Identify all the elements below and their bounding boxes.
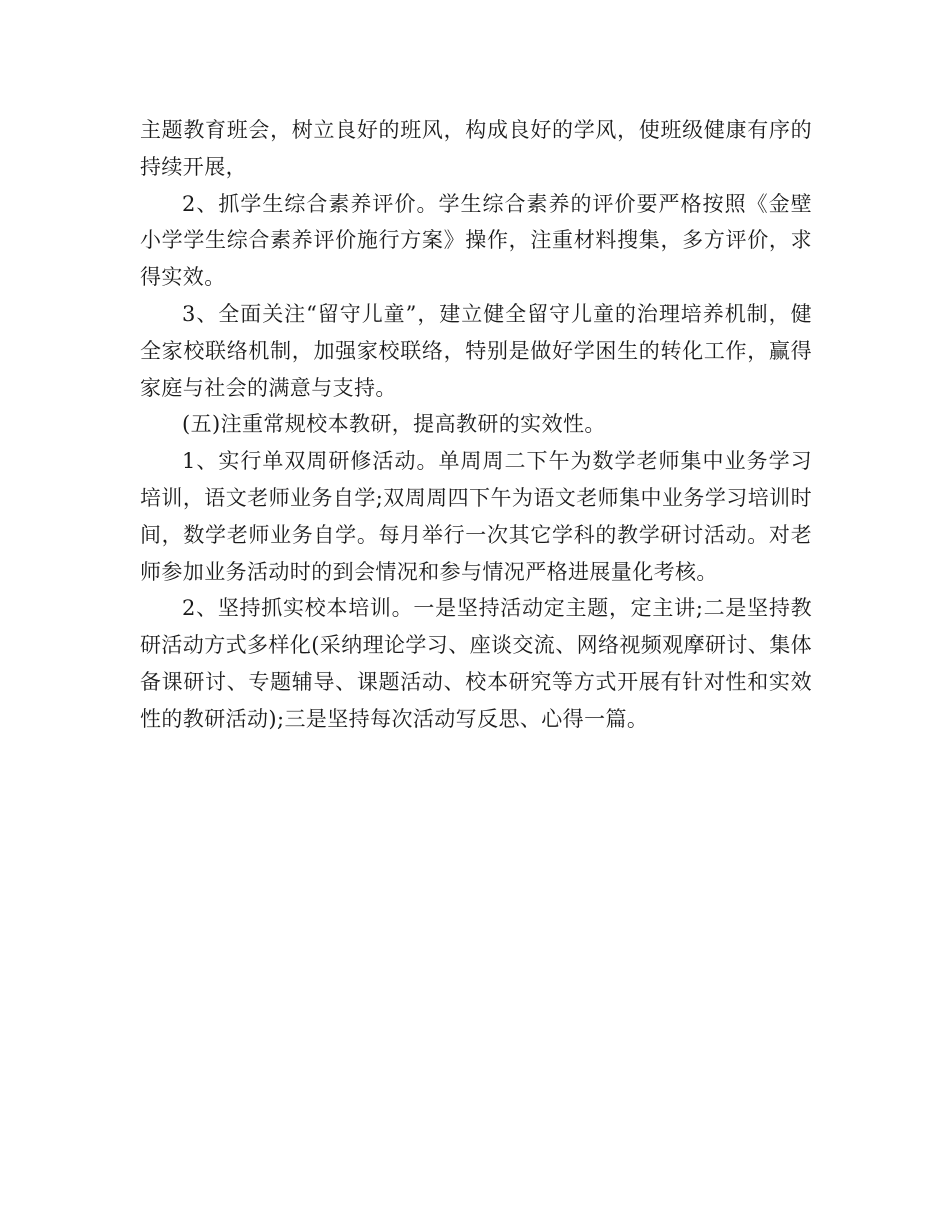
paragraph-item-2-school-training: 2、坚持抓实校本培训。一是坚持活动定主题，定主讲;二是坚持教研活动方式多样化(采纳理论学习、座谈交流、网络视频观摩研讨、集体备课研讨、专题辅导、课题活动、校本研究等方式开展有针对性和实效性的教研活动);三是坚持每次活动写反思、心得一篇。 <box>140 596 812 731</box>
paragraph-item-3-left-behind-children: 3、全面关注“留守儿童”，建立健全留守儿童的治理培养机制，健全家校联络机制，加强家校联络，特别是做好学困生的转化工作，赢得家庭与社会的满意与支持。 <box>140 301 812 400</box>
paragraph-continuation: 主题教育班会，树立良好的班风，构成良好的学风，使班级健康有序的持续开展， <box>140 118 812 179</box>
section-heading-five: (五)注重常规校本教研，提高教研的实效性。 <box>182 412 606 437</box>
document-body <box>140 112 812 738</box>
paragraph-item-2-evaluation: 2、抓学生综合素养评价。学生综合素养的评价要严格按照《金壁小学学生综合素养评价施行方案》操作，注重材料搜集，多方评价，求得实效。 <box>140 191 812 290</box>
paragraph-item-1-study-activities: 1、实行单双周研修活动。单周周二下午为数学老师集中业务学习培训，语文老师业务自学;双周周四下午为语文老师集中业务学习培训时间，数学老师业务自学。每月举行一次其它学科的教学研讨活动。对老师参加业务活动时的到会情况和参与情况严格进展量化考核。 <box>140 449 812 584</box>
